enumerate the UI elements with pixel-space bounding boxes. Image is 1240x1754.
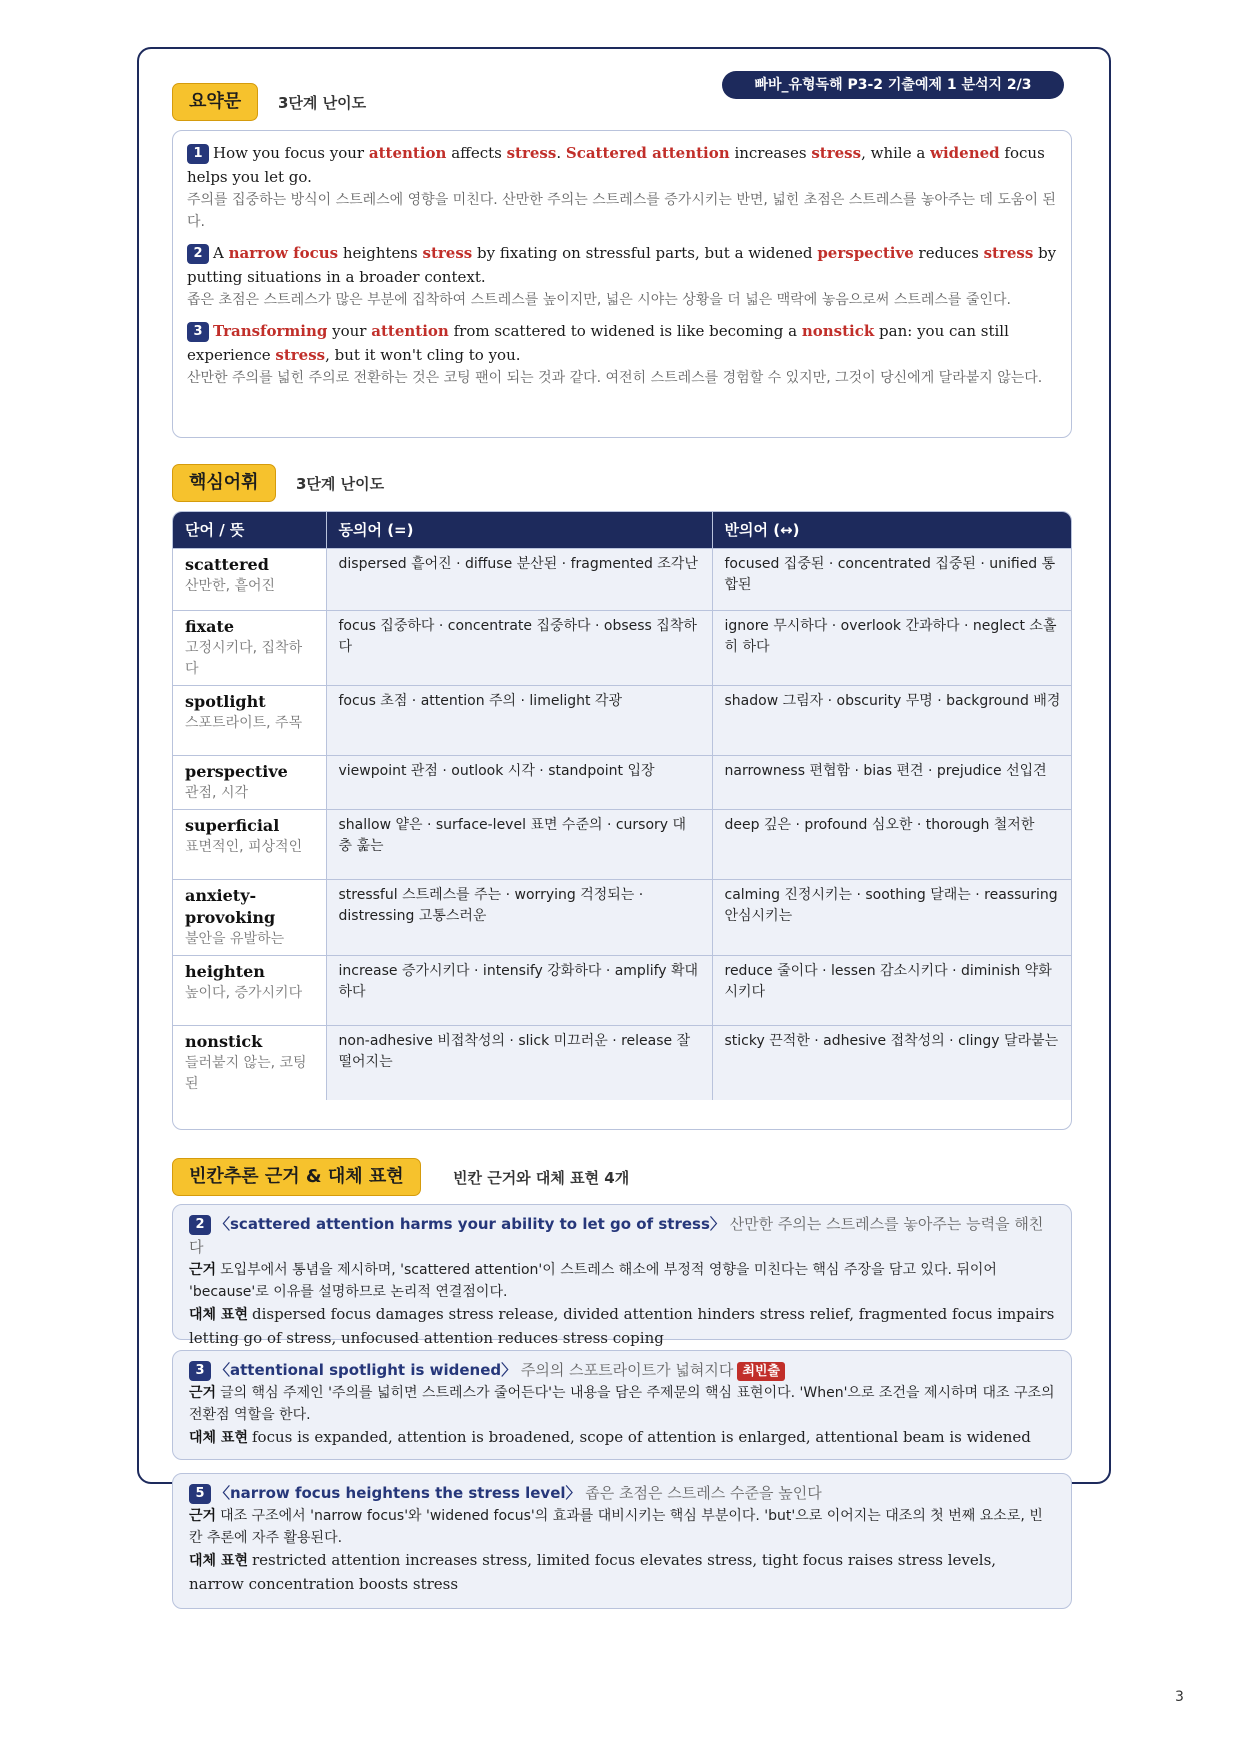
- evidence-card: [172, 1473, 1072, 1609]
- ground-label: 근거: [189, 1262, 217, 1278]
- item-number-badge: 3: [189, 1361, 211, 1381]
- vocab-word: spotlight: [185, 691, 266, 711]
- vocab-table-box: [172, 511, 1072, 1130]
- vocab-meaning: 스포트라이트, 주목: [185, 714, 303, 731]
- summary-text: , while a: [861, 144, 931, 162]
- evidence-ground: [189, 1382, 1055, 1426]
- vocab-antonyms: narrowness 편협함 · bias 편견 · prejudice 선입견: [712, 755, 1072, 809]
- vocab-word: scattered: [185, 554, 269, 574]
- vocab-word-cell: [173, 1025, 326, 1100]
- summary-text: .: [556, 144, 566, 162]
- summary-text: , but it won't cling to you.: [325, 346, 521, 364]
- vocab-row: [173, 879, 1072, 955]
- summary-text: from scattered to widened is like becoming a: [448, 322, 802, 340]
- evidence-phrase: 〈scattered attention harms your ability to let go of stress〉: [215, 1215, 725, 1233]
- evidence-card: [172, 1350, 1072, 1460]
- vocab-word-cell: [173, 548, 326, 610]
- vocab-antonyms: ignore 무시하다 · overlook 간과하다 · neglect 소홀히 하다: [712, 610, 1072, 685]
- item-number-badge: 5: [189, 1484, 211, 1504]
- summary-text: focus helps you let go.: [187, 144, 1045, 186]
- evidence-phrase-korean: 산만한 주의는 스트레스를 놓아주는 능력을 해친다: [189, 1215, 1044, 1256]
- alternative-label: 대체 표현: [189, 1307, 248, 1323]
- summary-text: by putting situations in a broader context.: [187, 244, 1057, 286]
- vocab-row: [173, 809, 1072, 879]
- evidence-phrase: 〈narrow focus heightens the stress level〉: [215, 1484, 581, 1502]
- vocab-row: [173, 1025, 1072, 1100]
- vocab-row: [173, 610, 1072, 685]
- vocab-meaning: 들러붙지 않는, 코팅된: [185, 1054, 307, 1092]
- vocab-word-cell: [173, 685, 326, 755]
- vocab-word: nonstick: [185, 1031, 263, 1051]
- evidence-ground: [189, 1505, 1055, 1549]
- summary-text: increases: [729, 144, 812, 162]
- keyword-highlight: widened: [930, 144, 1000, 162]
- evidence-card: [172, 1204, 1072, 1347]
- alternative-text: restricted attention increases stress, limited focus elevates stress, tight focus raises stress levels, narrow concentration boosts stress: [189, 1551, 997, 1593]
- vocab-synonyms: focus 집중하다 · concentrate 집중하다 · obsess 집착하다: [326, 610, 712, 685]
- vocab-body: [173, 548, 1072, 1100]
- keyword-highlight: Scattered attention: [565, 144, 730, 162]
- summary-text: heightens: [338, 244, 423, 262]
- col-header-synonym: 동의어 (=): [326, 512, 712, 548]
- vocab-meaning: 고정시키다, 집착하다: [185, 639, 303, 677]
- vocab-antonyms: sticky 끈적한 · adhesive 접착성의 · clingy 달라붙는: [712, 1025, 1072, 1100]
- vocab-row: [173, 685, 1072, 755]
- summary-text: affects: [446, 144, 507, 162]
- evidence-alternatives: [189, 1303, 1055, 1350]
- item-number-badge: 1: [187, 144, 209, 164]
- summary-text: pan: you can still experience: [187, 322, 1009, 364]
- item-number-badge: 3: [187, 322, 209, 342]
- evidence-phrase-korean: 주의의 스포트라이트가 넓혀지다: [520, 1361, 734, 1379]
- vocab-meaning: 관점, 시각: [185, 784, 248, 801]
- vocab-row: [173, 955, 1072, 1025]
- keyword-highlight: nonstick: [801, 322, 875, 340]
- vocab-word-cell: [173, 809, 326, 879]
- vocab-table: [173, 512, 1072, 1100]
- keyword-highlight: stress: [506, 144, 557, 162]
- summary-item: [187, 141, 1057, 233]
- summary-item: [187, 241, 1057, 311]
- summary-text: A: [213, 244, 229, 262]
- alternative-text: focus is expanded, attention is broadened, scope of attention is enlarged, attentional beam is widened: [251, 1428, 1031, 1446]
- summary-korean: 좁은 초점은 스트레스가 많은 부분에 집착하여 스트레스를 높이지만, 넓은 시야는 상황을 더 넓은 맥락에 놓음으로써 스트레스를 줄인다.: [187, 292, 1011, 308]
- keyword-highlight: stress: [811, 144, 862, 162]
- summary-title: 요약문: [172, 83, 258, 121]
- keyword-highlight: Transforming: [213, 322, 328, 340]
- keyword-highlight: narrow focus: [228, 244, 339, 262]
- keyword-highlight: perspective: [817, 244, 914, 262]
- summary-text: by fixating on stressful parts, but a widened: [472, 244, 818, 262]
- vocab-word: superficial: [185, 815, 280, 835]
- vocab-word: heighten: [185, 961, 265, 981]
- vocab-row: [173, 755, 1072, 809]
- vocab-row: [173, 548, 1072, 610]
- frequency-badge: 최빈출: [737, 1362, 785, 1381]
- ground-label: 근거: [189, 1508, 217, 1524]
- evidence-phrase-korean: 좁은 초점은 스트레스 수준을 높인다: [585, 1484, 822, 1502]
- evidence-heading: [189, 1213, 1055, 1259]
- alternative-text: dispersed focus damages stress release, divided attention hinders stress relief, fragmented focus impairs letting go of stress, unfocused attention reduces stress coping: [189, 1305, 1055, 1347]
- alternative-label: 대체 표현: [189, 1430, 248, 1446]
- keyword-highlight: stress: [275, 346, 326, 364]
- evidence-phrase: 〈attentional spotlight is widened〉: [215, 1361, 517, 1379]
- col-header-word: 단어 / 뜻: [173, 512, 326, 548]
- summary-korean: 산만한 주의를 넓힌 주의로 전환하는 것은 코팅 팬이 되는 것과 같다. 여전히 스트레스를 경험할 수 있지만, 그것이 당신에게 달라붙지 않는다.: [187, 370, 1043, 386]
- summary-list: [187, 141, 1057, 389]
- col-header-antonym: 반의어 (↔): [712, 512, 1072, 548]
- vocab-word: fixate: [185, 616, 235, 636]
- summary-text: reduces: [913, 244, 984, 262]
- vocab-word: perspective: [185, 761, 288, 781]
- keyword-highlight: stress: [983, 244, 1034, 262]
- vocab-meaning: 높이다, 증가시키다: [185, 984, 303, 1001]
- vocab-meaning: 표면적인, 피상적인: [185, 838, 303, 855]
- vocab-word-cell: [173, 610, 326, 685]
- vocab-meaning: 불안을 유발하는: [185, 930, 285, 947]
- summary-item: [187, 319, 1057, 389]
- ground-label: 근거: [189, 1385, 217, 1401]
- vocab-synonyms: non-adhesive 비접착성의 · slick 미끄러운 · release 잘 떨어지는: [326, 1025, 712, 1100]
- vocab-word-cell: [173, 955, 326, 1025]
- summary-english: [187, 141, 1057, 189]
- summary-text: your: [327, 322, 372, 340]
- evidence-sub: 빈칸 근거와 대체 표현 4개: [453, 1169, 630, 1187]
- summary-text: How you focus your: [213, 144, 369, 162]
- summary-box: [172, 130, 1072, 438]
- vocab-synonyms: focus 초점 · attention 주의 · limelight 각광: [326, 685, 712, 755]
- header-pill: 빠바_유형독해 P3-2 기출예제 1 분석지 2/3: [722, 71, 1064, 99]
- vocab-word-cell: [173, 879, 326, 955]
- evidence-heading: [189, 1359, 1055, 1382]
- evidence-title: 빈칸추론 근거 & 대체 표현: [172, 1158, 421, 1196]
- vocab-antonyms: calming 진정시키는 · soothing 달래는 · reassuring 안심시키는: [712, 879, 1072, 955]
- vocab-antonyms: shadow 그림자 · obscurity 무명 · background 배경: [712, 685, 1072, 755]
- vocab-synonyms: increase 증가시키다 · intensify 강화하다 · amplify 확대하다: [326, 955, 712, 1025]
- summary-english: [187, 241, 1057, 289]
- summary-english: [187, 319, 1057, 367]
- vocab-word: anxiety-provoking: [185, 885, 276, 927]
- vocab-synonyms: stressful 스트레스를 주는 · worrying 걱정되는 · distressing 고통스러운: [326, 879, 712, 955]
- vocab-level: 3단계 난이도: [296, 475, 385, 493]
- item-number-badge: 2: [187, 244, 209, 264]
- ground-text: 대조 구조에서 'narrow focus'와 'widened focus'의 효과를 대비시키는 핵심 부분이다. 'but'으로 이어지는 대조의 첫 번째 요소로, 빈칸 추론에 자주 활용된다.: [189, 1508, 1043, 1546]
- vocab-synonyms: viewpoint 관점 · outlook 시각 · standpoint 입장: [326, 755, 712, 809]
- vocab-antonyms: reduce 줄이다 · lessen 감소시키다 · diminish 약화시키다: [712, 955, 1072, 1025]
- vocab-synonyms: dispersed 흩어진 · diffuse 분산된 · fragmented 조각난: [326, 548, 712, 610]
- ground-text: 글의 핵심 주제인 '주의를 넓히면 스트레스가 줄어든다'는 내용을 담은 주제문의 핵심 표현이다. 'When'으로 조건을 제시하며 대조 구조의 전환점 역할을 한다.: [189, 1385, 1055, 1423]
- evidence-ground: [189, 1259, 1055, 1303]
- vocab-title: 핵심어휘: [172, 464, 276, 502]
- vocab-antonyms: focused 집중된 · concentrated 집중된 · unified 통합된: [712, 548, 1072, 610]
- vocab-header-row: [173, 512, 1072, 548]
- vocab-meaning: 산만한, 흩어진: [185, 577, 276, 594]
- vocab-synonyms: shallow 얕은 · surface-level 표면 수준의 · cursory 대충 훑는: [326, 809, 712, 879]
- alternative-label: 대체 표현: [189, 1553, 248, 1569]
- ground-text: 도입부에서 통념을 제시하며, 'scattered attention'이 스트레스 해소에 부정적 영향을 미친다는 핵심 주장을 담고 있다. 뒤이어 'because'로 이유를 설명하므로 논리적 연결점이다.: [189, 1262, 997, 1300]
- summary-korean: 주의를 집중하는 방식이 스트레스에 영향을 미친다. 산만한 주의는 스트레스를 증가시키는 반면, 넓힌 초점은 스트레스를 놓아주는 데 도움이 된다.: [187, 192, 1056, 230]
- vocab-word-cell: [173, 755, 326, 809]
- item-number-badge: 2: [189, 1215, 211, 1235]
- vocab-antonyms: deep 깊은 · profound 심오한 · thorough 철저한: [712, 809, 1072, 879]
- summary-level: 3단계 난이도: [278, 94, 367, 112]
- evidence-alternatives: [189, 1549, 1055, 1596]
- page-number: 3: [1175, 1689, 1184, 1705]
- keyword-highlight: attention: [371, 322, 449, 340]
- keyword-highlight: attention: [368, 144, 447, 162]
- keyword-highlight: stress: [422, 244, 473, 262]
- evidence-alternatives: [189, 1426, 1055, 1450]
- evidence-heading: [189, 1482, 1055, 1505]
